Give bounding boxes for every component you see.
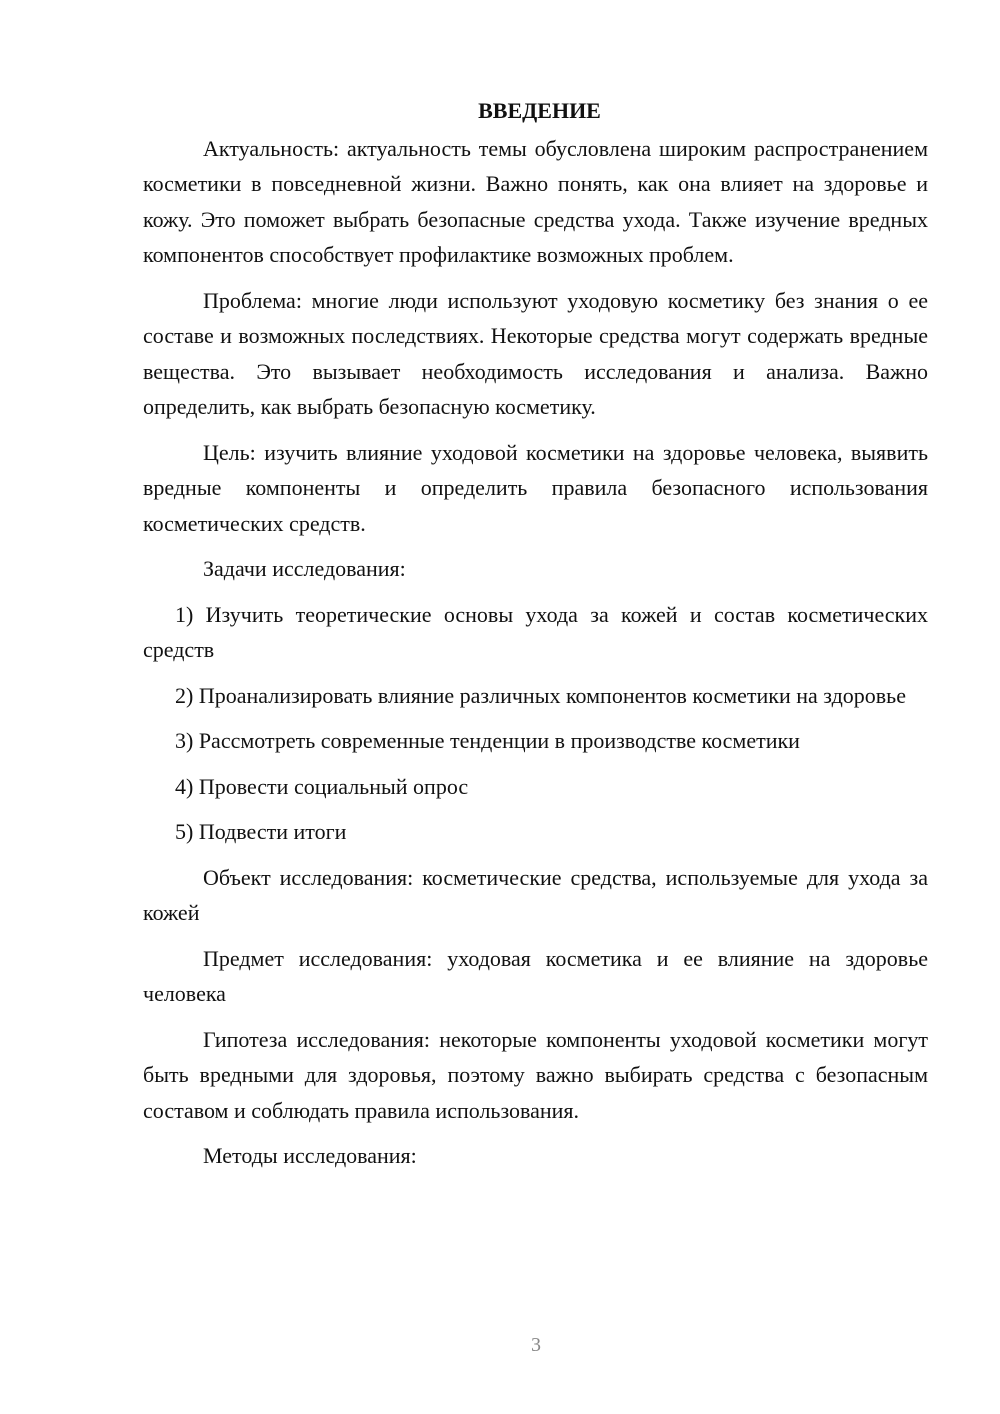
page-number: 3 xyxy=(531,1334,541,1356)
subject-paragraph: Предмет исследования: уходовая косметика и ее влияние на здоровье человека xyxy=(143,945,928,1006)
task-item-5: 5) Подвести итоги xyxy=(175,819,347,844)
problem-paragraph: Проблема: многие люди используют уходовую косметику без знания о ее составе и возможных последствиях. Некоторые средства могут содержать вредные вещества. Это вызывает необходимость исследования и анализа. Важно определить, как выбрать безопасную косметику. xyxy=(143,287,928,419)
page-title: ВВЕДЕНИЕ xyxy=(478,98,601,123)
methods-heading: Методы исследования: xyxy=(203,1143,417,1168)
goal-paragraph: Цель: изучить влияние уходовой косметики на здоровье человека, выявить вредные компоненты и определить правила безопасного использования косметических средств. xyxy=(143,439,928,536)
hypothesis-paragraph: Гипотеза исследования: некоторые компоненты уходовой косметики могут быть вредными для здоровья, поэтому важно выбирать средства с безопасным составом и соблюдать правила использования. xyxy=(143,1026,928,1123)
task-item-3: 3) Рассмотреть современные тенденции в производстве косметики xyxy=(175,728,800,753)
relevance-paragraph: Актуальность: актуальность темы обусловлена широким распространением косметики в повседневной жизни. Важно понять, как она влияет на здоровье и кожу. Это поможет выбрать безопасные средства ухода. Также изучение вредных компонентов способствует профилактике возможных проблем. xyxy=(143,135,928,267)
task-item-2: 2) Проанализировать влияние различных компонентов косметики на здоровье xyxy=(175,682,906,708)
object-paragraph: Объект исследования: косметические средства, используемые для ухода за кожей xyxy=(143,864,928,925)
task-item-4: 4) Провести социальный опрос xyxy=(175,773,469,799)
tasks-heading: Задачи исследования: xyxy=(203,556,406,581)
page-content xyxy=(143,93,928,1184)
task-item-1: 1) Изучить теоретические основы ухода за кожей и состав косметических средств xyxy=(143,601,928,662)
